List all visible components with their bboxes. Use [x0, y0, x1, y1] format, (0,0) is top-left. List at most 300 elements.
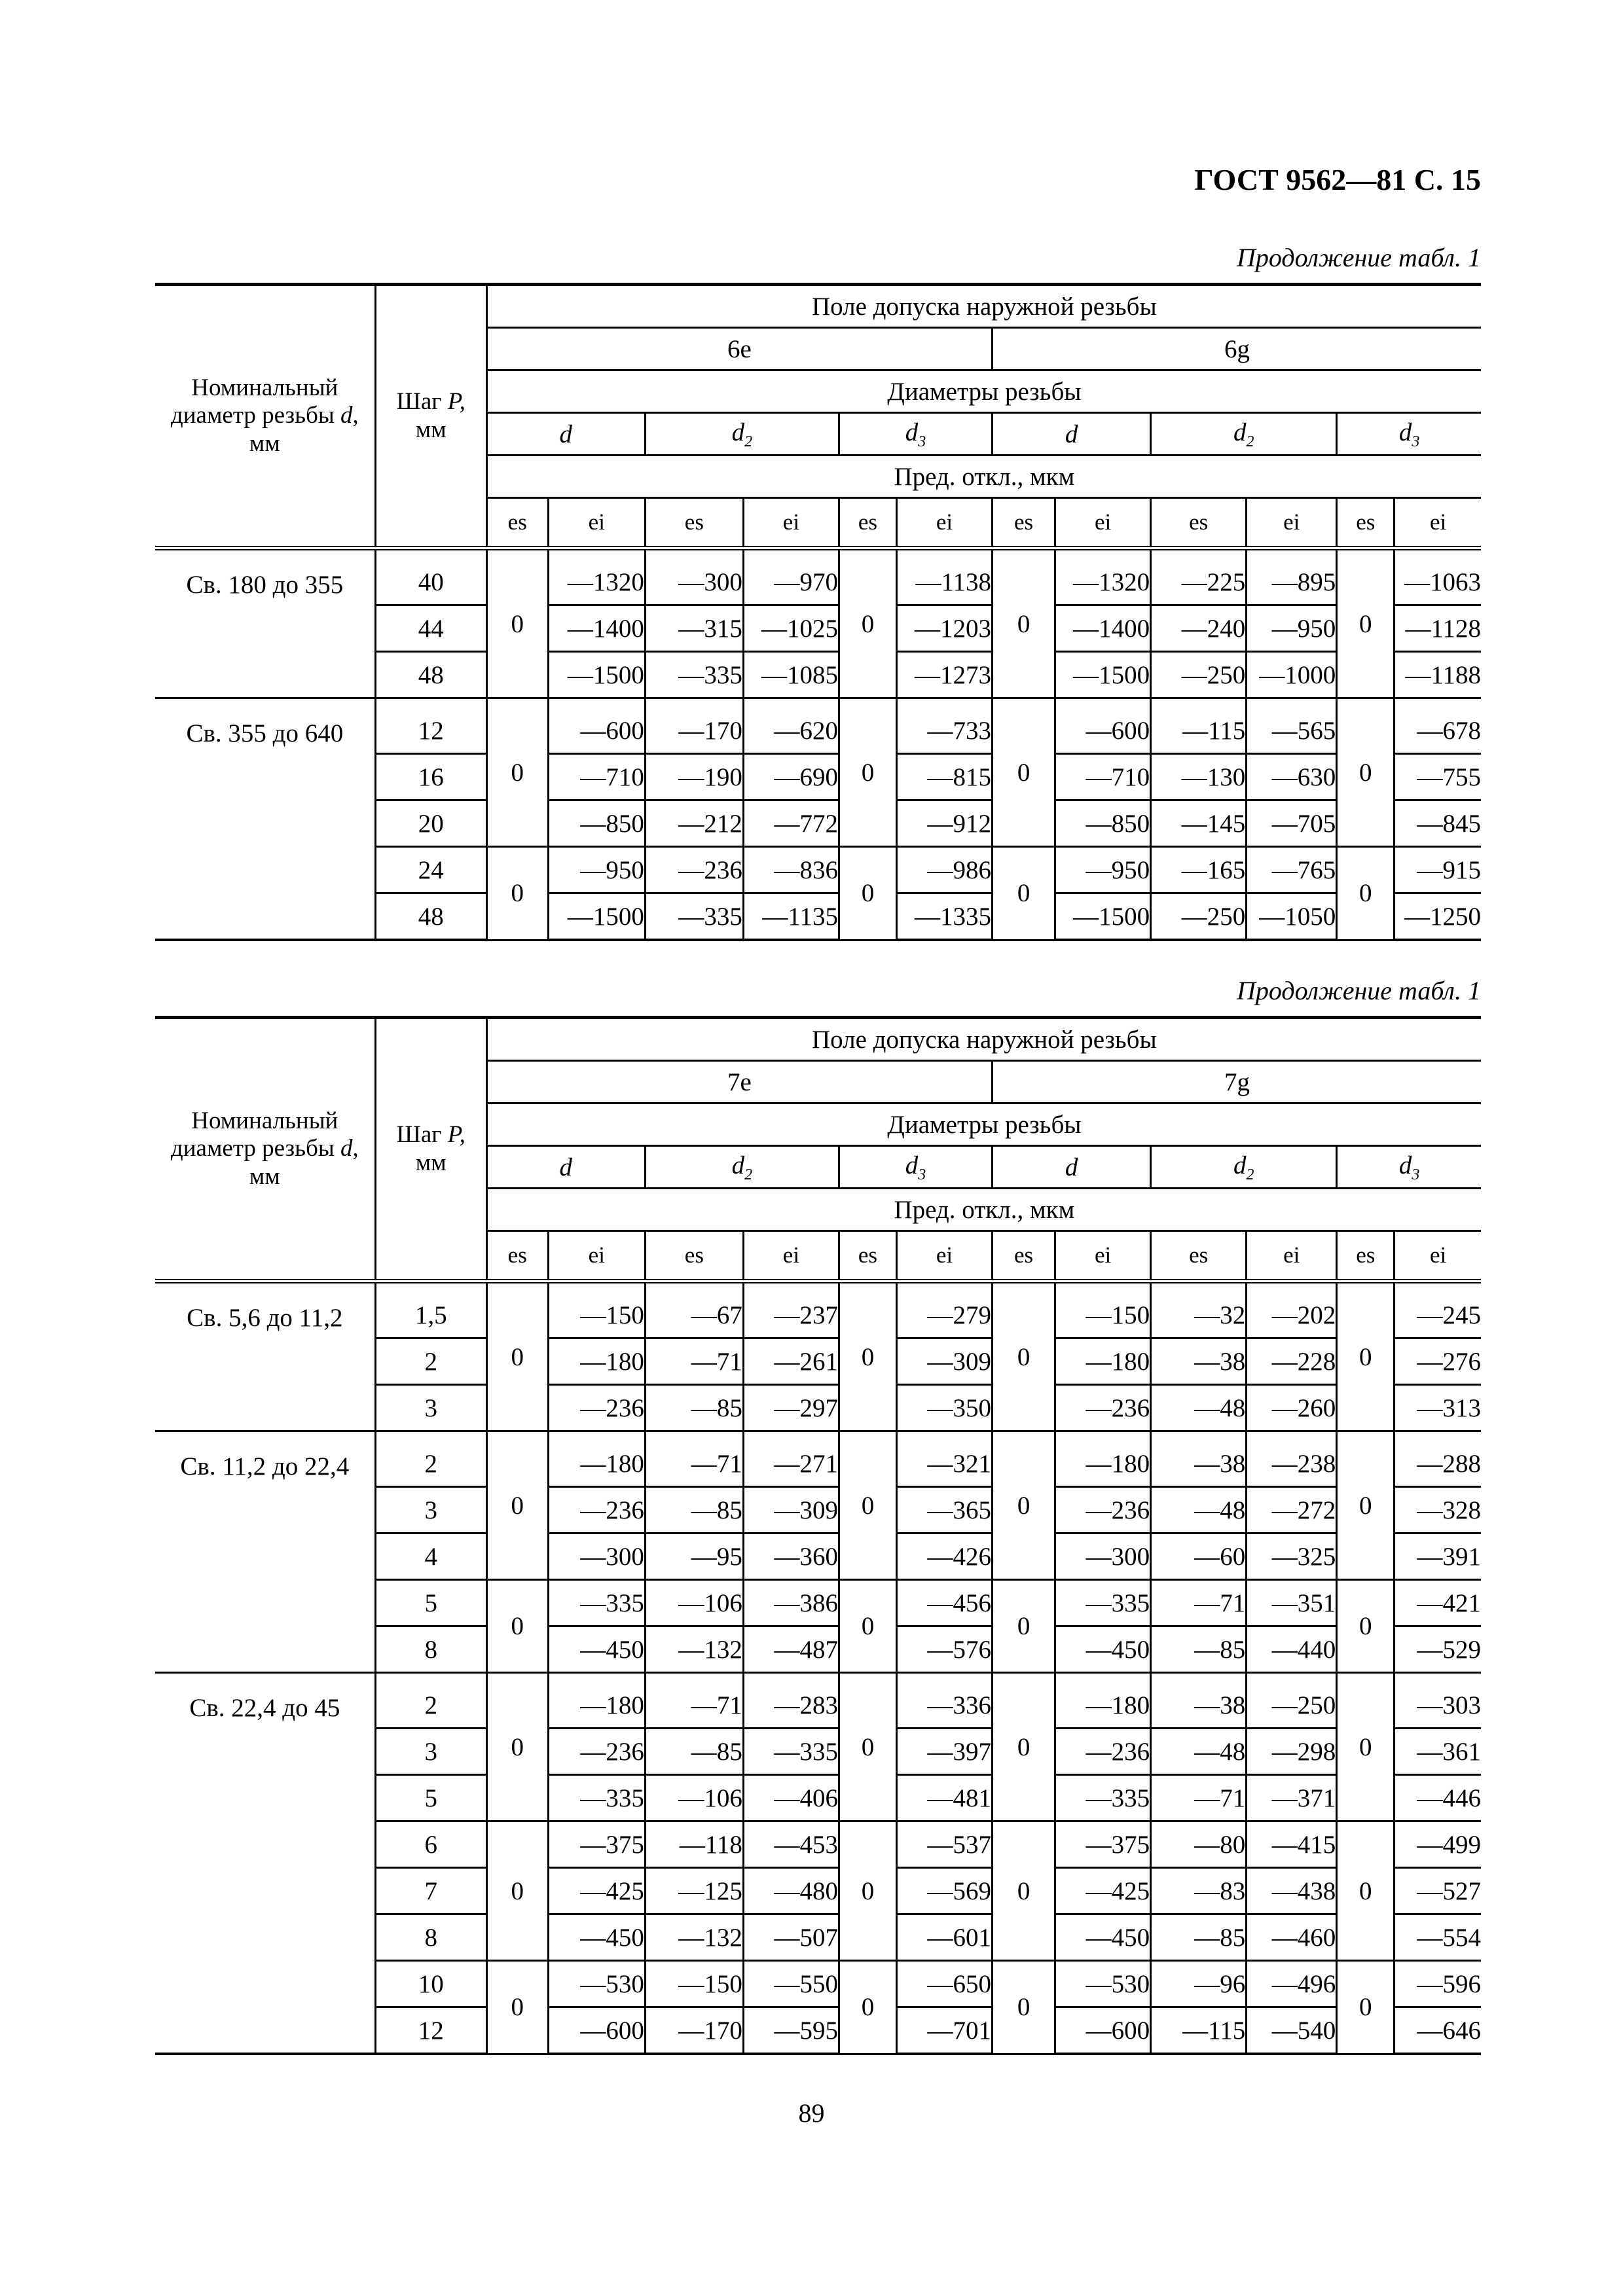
- value-cell: —710: [548, 754, 645, 800]
- value-cell: —180: [548, 1431, 645, 1487]
- value-cell: —690: [743, 754, 839, 800]
- value-cell: —426: [896, 1534, 992, 1580]
- header-es: es: [1337, 498, 1395, 548]
- value-cell: —132: [645, 1914, 743, 1961]
- header-es: es: [486, 498, 548, 548]
- es-cell: 0: [839, 1961, 896, 2054]
- pitch-cell: 12: [375, 2007, 486, 2054]
- header-ei: ei: [896, 1231, 992, 1282]
- pitch-cell: 1,5: [375, 1282, 486, 1338]
- value-cell: —540: [1247, 2007, 1337, 2054]
- value-cell: —83: [1151, 1868, 1247, 1914]
- value-cell: —250: [1151, 893, 1247, 941]
- value-cell: —565: [1247, 698, 1337, 754]
- value-cell: —260: [1247, 1385, 1337, 1431]
- value-cell: —272: [1247, 1487, 1337, 1534]
- value-cell: —321: [896, 1431, 992, 1487]
- header-field-right: 6g: [993, 328, 1481, 370]
- value-cell: —507: [743, 1914, 839, 1961]
- es-cell: 0: [993, 1580, 1055, 1673]
- table-caption-1: Продолжение табл. 1: [1236, 243, 1481, 272]
- value-cell: —1203: [896, 605, 992, 652]
- value-cell: —678: [1395, 698, 1481, 754]
- value-cell: —1050: [1247, 893, 1337, 941]
- value-cell: —309: [743, 1487, 839, 1534]
- value-cell: —236: [1055, 1487, 1151, 1534]
- value-cell: —145: [1151, 800, 1247, 847]
- header-field-left: 7e: [486, 1061, 992, 1103]
- value-cell: —228: [1247, 1338, 1337, 1385]
- value-cell: —765: [1247, 847, 1337, 893]
- header-ei: ei: [548, 498, 645, 548]
- value-cell: —701: [896, 2007, 992, 2054]
- header-ei: ei: [1395, 498, 1481, 548]
- value-cell: —440: [1247, 1626, 1337, 1673]
- header-deviations: Пред. откл., мкм: [486, 1189, 1481, 1231]
- header-es: es: [1151, 498, 1247, 548]
- pitch-cell: 5: [375, 1775, 486, 1821]
- es-cell: 0: [1337, 698, 1395, 847]
- value-cell: —970: [743, 548, 839, 605]
- value-cell: —335: [645, 893, 743, 941]
- value-cell: —236: [645, 847, 743, 893]
- value-cell: —80: [1151, 1821, 1247, 1868]
- header-d3: $d_3$: [839, 413, 992, 456]
- value-cell: —450: [1055, 1914, 1151, 1961]
- value-cell: —480: [743, 1868, 839, 1914]
- value-cell: —360: [743, 1534, 839, 1580]
- pitch-cell: 40: [375, 548, 486, 605]
- value-cell: —303: [1395, 1673, 1481, 1729]
- header-es: es: [993, 498, 1055, 548]
- value-cell: —335: [645, 652, 743, 698]
- value-cell: —529: [1395, 1626, 1481, 1673]
- es-cell: 0: [1337, 1431, 1395, 1580]
- value-cell: —180: [1055, 1431, 1151, 1487]
- value-cell: —336: [896, 1673, 992, 1729]
- value-cell: —425: [548, 1868, 645, 1914]
- header-d3: $d_3$: [839, 1146, 992, 1189]
- value-cell: —71: [645, 1673, 743, 1729]
- value-cell: —38: [1151, 1338, 1247, 1385]
- value-cell: —595: [743, 2007, 839, 2054]
- value-cell: —180: [1055, 1673, 1151, 1729]
- value-cell: —85: [645, 1729, 743, 1775]
- table-row: [155, 1431, 1481, 1487]
- table-row: [155, 548, 1481, 605]
- value-cell: —530: [548, 1961, 645, 2007]
- value-cell: —481: [896, 1775, 992, 1821]
- es-cell: 0: [993, 847, 1055, 941]
- value-cell: —371: [1247, 1775, 1337, 1821]
- value-cell: —67: [645, 1282, 743, 1338]
- value-cell: —335: [1055, 1580, 1151, 1626]
- header-field-left: 6e: [486, 328, 992, 370]
- es-cell: 0: [1337, 1673, 1395, 1821]
- value-cell: —850: [548, 800, 645, 847]
- value-cell: —1500: [1055, 893, 1151, 941]
- value-cell: —1250: [1395, 893, 1481, 941]
- header-d2-g: $d_2$: [1151, 1146, 1337, 1189]
- header-d: d: [486, 1146, 645, 1189]
- header-ei: ei: [1055, 1231, 1151, 1282]
- es-cell: 0: [1337, 847, 1395, 941]
- header-field: Поле допуска наружной резьбы: [486, 285, 1481, 328]
- value-cell: —237: [743, 1282, 839, 1338]
- es-cell: 0: [839, 847, 896, 941]
- value-cell: —1000: [1247, 652, 1337, 698]
- es-cell: 0: [839, 698, 896, 847]
- value-cell: —48: [1151, 1385, 1247, 1431]
- header-ei: ei: [1247, 498, 1337, 548]
- tolerance-table-1: [155, 283, 1481, 941]
- header-ei: ei: [548, 1231, 645, 1282]
- header-es: es: [1337, 1231, 1395, 1282]
- header-deviations: Пред. откл., мкм: [486, 456, 1481, 498]
- value-cell: —350: [896, 1385, 992, 1431]
- pitch-cell: 2: [375, 1431, 486, 1487]
- value-cell: —150: [548, 1282, 645, 1338]
- es-cell: 0: [839, 1431, 896, 1580]
- value-cell: —60: [1151, 1534, 1247, 1580]
- pitch-cell: 8: [375, 1626, 486, 1673]
- value-cell: —1188: [1395, 652, 1481, 698]
- value-cell: —150: [1055, 1282, 1151, 1338]
- value-cell: —106: [645, 1580, 743, 1626]
- value-cell: —620: [743, 698, 839, 754]
- value-cell: —438: [1247, 1868, 1337, 1914]
- es-cell: 0: [993, 1961, 1055, 2054]
- value-cell: —297: [743, 1385, 839, 1431]
- value-cell: —425: [1055, 1868, 1151, 1914]
- value-cell: —386: [743, 1580, 839, 1626]
- value-cell: —125: [645, 1868, 743, 1914]
- group-label: Св. 180 до 355: [155, 548, 375, 698]
- value-cell: —236: [548, 1729, 645, 1775]
- value-cell: —850: [1055, 800, 1151, 847]
- value-cell: —487: [743, 1626, 839, 1673]
- pitch-cell: 48: [375, 652, 486, 698]
- value-cell: —530: [1055, 1961, 1151, 2007]
- es-cell: 0: [993, 1821, 1055, 1961]
- group-label: Св. 355 до 640: [155, 698, 375, 941]
- pitch-cell: 3: [375, 1729, 486, 1775]
- value-cell: —115: [1151, 2007, 1247, 2054]
- value-cell: —569: [896, 1868, 992, 1914]
- header-d-g: d: [993, 413, 1151, 456]
- value-cell: —554: [1395, 1914, 1481, 1961]
- value-cell: —630: [1247, 754, 1337, 800]
- value-cell: —772: [743, 800, 839, 847]
- es-cell: 0: [839, 1821, 896, 1961]
- es-cell: 0: [1337, 1821, 1395, 1961]
- es-cell: 0: [486, 548, 548, 698]
- value-cell: —261: [743, 1338, 839, 1385]
- group-label: Св. 11,2 до 22,4: [155, 1431, 375, 1673]
- header-es: es: [486, 1231, 548, 1282]
- value-cell: —96: [1151, 1961, 1247, 2007]
- value-cell: —71: [1151, 1775, 1247, 1821]
- header-diameters: Диаметры резьбы: [486, 370, 1481, 413]
- value-cell: —600: [548, 2007, 645, 2054]
- value-cell: —895: [1247, 548, 1337, 605]
- value-cell: —550: [743, 1961, 839, 2007]
- value-cell: —225: [1151, 548, 1247, 605]
- es-cell: 0: [1337, 1961, 1395, 2054]
- es-cell: 0: [486, 1961, 548, 2054]
- value-cell: —95: [645, 1534, 743, 1580]
- value-cell: —85: [1151, 1914, 1247, 1961]
- pitch-cell: 3: [375, 1487, 486, 1534]
- value-cell: —456: [896, 1580, 992, 1626]
- value-cell: —300: [645, 548, 743, 605]
- value-cell: —32: [1151, 1282, 1247, 1338]
- pitch-cell: 6: [375, 1821, 486, 1868]
- value-cell: —271: [743, 1431, 839, 1487]
- header-diameters: Диаметры резьбы: [486, 1103, 1481, 1146]
- es-cell: 0: [1337, 1282, 1395, 1431]
- value-cell: —450: [548, 1626, 645, 1673]
- value-cell: —212: [645, 800, 743, 847]
- value-cell: —309: [896, 1338, 992, 1385]
- es-cell: 0: [993, 1673, 1055, 1821]
- value-cell: —1128: [1395, 605, 1481, 652]
- value-cell: —1500: [548, 652, 645, 698]
- value-cell: —1320: [548, 548, 645, 605]
- header-ei: ei: [896, 498, 992, 548]
- value-cell: —391: [1395, 1534, 1481, 1580]
- value-cell: —361: [1395, 1729, 1481, 1775]
- value-cell: —1320: [1055, 548, 1151, 605]
- value-cell: —190: [645, 754, 743, 800]
- pitch-cell: 24: [375, 847, 486, 893]
- value-cell: —315: [645, 605, 743, 652]
- value-cell: —202: [1247, 1282, 1337, 1338]
- es-cell: 0: [993, 698, 1055, 847]
- value-cell: —950: [548, 847, 645, 893]
- value-cell: —38: [1151, 1431, 1247, 1487]
- value-cell: —1135: [743, 893, 839, 941]
- value-cell: —836: [743, 847, 839, 893]
- value-cell: —300: [548, 1534, 645, 1580]
- page-number: 89: [798, 2098, 825, 2128]
- header-d-g: d: [993, 1146, 1151, 1189]
- value-cell: —288: [1395, 1431, 1481, 1487]
- pitch-cell: 20: [375, 800, 486, 847]
- value-cell: —576: [896, 1626, 992, 1673]
- es-cell: 0: [486, 1282, 548, 1431]
- value-cell: —240: [1151, 605, 1247, 652]
- header-es: es: [839, 1231, 896, 1282]
- value-cell: —733: [896, 698, 992, 754]
- value-cell: —276: [1395, 1338, 1481, 1385]
- pitch-cell: 48: [375, 893, 486, 941]
- value-cell: —335: [743, 1729, 839, 1775]
- es-cell: 0: [486, 1431, 548, 1580]
- value-cell: —415: [1247, 1821, 1337, 1868]
- value-cell: —328: [1395, 1487, 1481, 1534]
- group-label: Св. 5,6 до 11,2: [155, 1282, 375, 1431]
- value-cell: —85: [1151, 1626, 1247, 1673]
- header-ei: ei: [743, 1231, 839, 1282]
- es-cell: 0: [839, 1282, 896, 1431]
- value-cell: —71: [1151, 1580, 1247, 1626]
- value-cell: —1400: [1055, 605, 1151, 652]
- value-cell: —130: [1151, 754, 1247, 800]
- value-cell: —450: [1055, 1626, 1151, 1673]
- value-cell: —646: [1395, 2007, 1481, 2054]
- value-cell: —650: [896, 1961, 992, 2007]
- value-cell: —450: [548, 1914, 645, 1961]
- value-cell: —351: [1247, 1580, 1337, 1626]
- header-ei: ei: [1395, 1231, 1481, 1282]
- value-cell: —600: [1055, 698, 1151, 754]
- value-cell: —85: [645, 1385, 743, 1431]
- value-cell: —499: [1395, 1821, 1481, 1868]
- value-cell: —986: [896, 847, 992, 893]
- value-cell: —132: [645, 1626, 743, 1673]
- value-cell: —1063: [1395, 548, 1481, 605]
- pitch-cell: 4: [375, 1534, 486, 1580]
- group-label: Св. 22,4 до 45: [155, 1673, 375, 2054]
- value-cell: —106: [645, 1775, 743, 1821]
- pitch-cell: 10: [375, 1961, 486, 2007]
- value-cell: —335: [548, 1775, 645, 1821]
- value-cell: —335: [1055, 1775, 1151, 1821]
- table-row: [155, 1282, 1481, 1338]
- value-cell: —313: [1395, 1385, 1481, 1431]
- table-caption-2: Продолжение табл. 1: [1236, 976, 1481, 1005]
- header-pitch: Шаг P, мм: [375, 285, 486, 548]
- es-cell: 0: [839, 1580, 896, 1673]
- value-cell: —48: [1151, 1487, 1247, 1534]
- value-cell: —527: [1395, 1868, 1481, 1914]
- value-cell: —600: [1055, 2007, 1151, 2054]
- value-cell: —1085: [743, 652, 839, 698]
- pitch-cell: 8: [375, 1914, 486, 1961]
- value-cell: —170: [645, 2007, 743, 2054]
- value-cell: —71: [645, 1431, 743, 1487]
- header-d: d: [486, 413, 645, 456]
- value-cell: —1335: [896, 893, 992, 941]
- value-cell: —325: [1247, 1534, 1337, 1580]
- header-field-right: 7g: [993, 1061, 1481, 1103]
- value-cell: —238: [1247, 1431, 1337, 1487]
- value-cell: —118: [645, 1821, 743, 1868]
- value-cell: —912: [896, 800, 992, 847]
- value-cell: —950: [1055, 847, 1151, 893]
- value-cell: —537: [896, 1821, 992, 1868]
- value-cell: —85: [645, 1487, 743, 1534]
- pitch-cell: 44: [375, 605, 486, 652]
- value-cell: —365: [896, 1487, 992, 1534]
- page-header: ГОСТ 9562—81 С. 15: [1194, 163, 1481, 196]
- value-cell: —236: [548, 1487, 645, 1534]
- value-cell: —950: [1247, 605, 1337, 652]
- value-cell: —596: [1395, 1961, 1481, 2007]
- header-es: es: [839, 498, 896, 548]
- header-es: es: [645, 498, 743, 548]
- es-cell: 0: [486, 698, 548, 847]
- value-cell: —115: [1151, 698, 1247, 754]
- value-cell: —446: [1395, 1775, 1481, 1821]
- header-ei: ei: [1055, 498, 1151, 548]
- header-es: es: [645, 1231, 743, 1282]
- pitch-cell: 5: [375, 1580, 486, 1626]
- value-cell: —375: [1055, 1821, 1151, 1868]
- header-ei: ei: [743, 498, 839, 548]
- value-cell: —165: [1151, 847, 1247, 893]
- value-cell: —406: [743, 1775, 839, 1821]
- value-cell: —1138: [896, 548, 992, 605]
- value-cell: —236: [1055, 1729, 1151, 1775]
- tolerance-table-2: [155, 1016, 1481, 2055]
- header-d2: $d_2$: [645, 413, 839, 456]
- value-cell: —710: [1055, 754, 1151, 800]
- pitch-cell: 12: [375, 698, 486, 754]
- es-cell: 0: [993, 1431, 1055, 1580]
- value-cell: —236: [548, 1385, 645, 1431]
- header-d2-g: $d_2$: [1151, 413, 1337, 456]
- value-cell: —705: [1247, 800, 1337, 847]
- pitch-cell: 16: [375, 754, 486, 800]
- table-row: [155, 1673, 1481, 1729]
- value-cell: —496: [1247, 1961, 1337, 2007]
- value-cell: —1400: [548, 605, 645, 652]
- value-cell: —170: [645, 698, 743, 754]
- pitch-cell: 3: [375, 1385, 486, 1431]
- value-cell: —279: [896, 1282, 992, 1338]
- header-es: es: [993, 1231, 1055, 1282]
- es-cell: 0: [486, 1673, 548, 1821]
- value-cell: —421: [1395, 1580, 1481, 1626]
- es-cell: 0: [839, 548, 896, 698]
- value-cell: —250: [1151, 652, 1247, 698]
- value-cell: —180: [548, 1673, 645, 1729]
- es-cell: 0: [1337, 1580, 1395, 1673]
- value-cell: —180: [1055, 1338, 1151, 1385]
- value-cell: —915: [1395, 847, 1481, 893]
- header-field: Поле допуска наружной резьбы: [486, 1018, 1481, 1061]
- pitch-cell: 7: [375, 1868, 486, 1914]
- header-d2: $d_2$: [645, 1146, 839, 1189]
- value-cell: —1025: [743, 605, 839, 652]
- header-nominal: Номинальный диаметр резьбы d, мм: [155, 285, 375, 548]
- value-cell: —755: [1395, 754, 1481, 800]
- value-cell: —815: [896, 754, 992, 800]
- value-cell: —453: [743, 1821, 839, 1868]
- es-cell: 0: [486, 1821, 548, 1961]
- table-row: [155, 698, 1481, 754]
- value-cell: —250: [1247, 1673, 1337, 1729]
- es-cell: 0: [993, 548, 1055, 698]
- header-d3-g: $d_3$: [1337, 1146, 1481, 1189]
- value-cell: —180: [548, 1338, 645, 1385]
- es-cell: 0: [993, 1282, 1055, 1431]
- value-cell: —1500: [548, 893, 645, 941]
- value-cell: —460: [1247, 1914, 1337, 1961]
- header-nominal: Номинальный диаметр резьбы d, мм: [155, 1018, 375, 1282]
- es-cell: 0: [486, 847, 548, 941]
- pitch-cell: 2: [375, 1673, 486, 1729]
- header-ei: ei: [1247, 1231, 1337, 1282]
- value-cell: —845: [1395, 800, 1481, 847]
- header-pitch: Шаг P, мм: [375, 1018, 486, 1282]
- value-cell: —298: [1247, 1729, 1337, 1775]
- value-cell: —236: [1055, 1385, 1151, 1431]
- header-d3-g: $d_3$: [1337, 413, 1481, 456]
- value-cell: —335: [548, 1580, 645, 1626]
